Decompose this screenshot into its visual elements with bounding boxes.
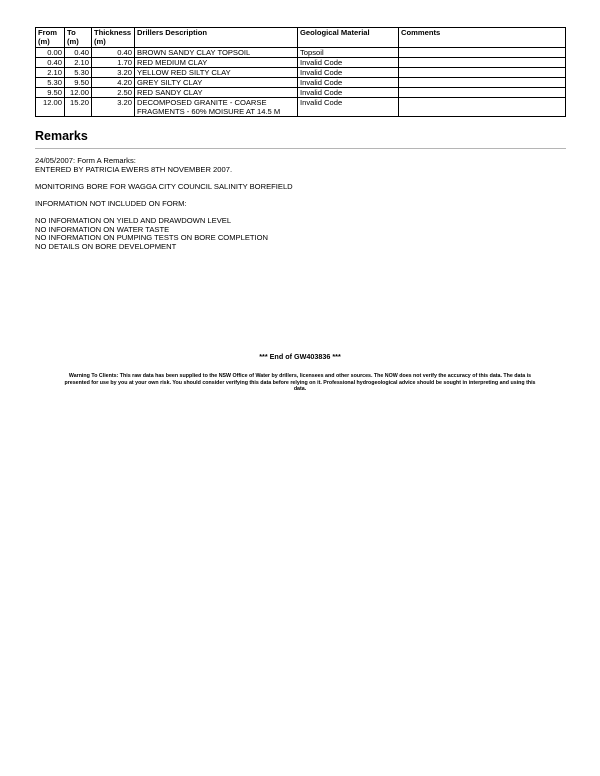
remarks-line: NO DETAILS ON BORE DEVELOPMENT [35, 241, 177, 251]
cell-thickness: 4.20 [92, 78, 135, 88]
cell-description: DECOMPOSED GRANITE - COARSE FRAGMENTS - 60% MOISURE AT 14.5 M [135, 98, 298, 117]
cell-from: 0.00 [36, 48, 65, 58]
cell-thickness: 1.70 [92, 58, 135, 68]
cell-comments [399, 88, 566, 98]
table-row [36, 58, 566, 68]
table-row [36, 68, 566, 78]
cell-from: 5.30 [36, 78, 65, 88]
cell-description: RED MEDIUM CLAY [135, 58, 298, 68]
table-row [36, 88, 566, 98]
cell-comments [399, 48, 566, 58]
remarks-line: 24/05/2007: Form A Remarks: [35, 156, 136, 165]
cell-comments [399, 98, 566, 117]
cell-description: BROWN SANDY CLAY TOPSOIL [135, 48, 298, 58]
header-thickness: Thickness (m) [92, 28, 135, 48]
cell-from: 2.10 [36, 68, 65, 78]
drillers-log-table [35, 27, 566, 117]
header-description: Drillers Description [135, 28, 298, 48]
cell-to: 15.20 [65, 98, 92, 117]
remarks-line: NO INFORMATION ON YIELD AND DRAWDOWN LEVEL [35, 216, 232, 226]
cell-description: GREY SILTY CLAY [135, 78, 298, 88]
cell-to: 9.50 [65, 78, 92, 88]
remarks-line: NO INFORMATION ON PUMPING TESTS ON BORE COMPLETION [35, 233, 269, 243]
cell-comments [399, 78, 566, 88]
cell-to: 2.10 [65, 58, 92, 68]
header-to: To (m) [65, 28, 92, 48]
cell-from: 0.40 [36, 58, 65, 68]
remarks-line: NO INFORMATION ON WATER TASTE [35, 224, 170, 234]
header-comments: Comments [399, 28, 566, 48]
cell-description: YELLOW RED SILTY CLAY [135, 68, 298, 78]
remarks-divider [35, 148, 566, 149]
remarks-line: MONITORING BORE FOR WAGGA CITY COUNCIL SALINITY BOREFIELD [35, 181, 293, 191]
cell-thickness: 3.20 [92, 68, 135, 78]
cell-comments [399, 68, 566, 78]
cell-thickness: 2.50 [92, 88, 135, 98]
cell-geological-material: Invalid Code [298, 68, 399, 78]
cell-description: RED SANDY CLAY [135, 88, 298, 98]
remarks-body [35, 157, 566, 252]
header-from: From (m) [36, 28, 65, 48]
cell-to: 0.40 [65, 48, 92, 58]
end-of-record-label: *** End of GW403836 *** [259, 352, 341, 361]
cell-geological-material: Invalid Code [298, 98, 399, 117]
warning-disclaimer: Warning To Clients: This raw data has been supplied to the NSW Office of Water by drillers, licensees and other sources. The NOW does not verify the accuracy of this data. The data is presented for use by you at your own risk. You should consider verifying this data before relying on it. Professional hydrogeological advice should be sought in interpreting and using this data. [64, 373, 536, 393]
table-row [36, 98, 566, 117]
cell-thickness: 0.40 [92, 48, 135, 58]
cell-to: 12.00 [65, 88, 92, 98]
cell-from: 12.00 [36, 98, 65, 117]
cell-to: 5.30 [65, 68, 92, 78]
cell-comments [399, 58, 566, 68]
table-row [36, 48, 566, 58]
header-geological-material: Geological Material [298, 28, 399, 48]
remarks-heading: Remarks [35, 129, 88, 143]
cell-from: 9.50 [36, 88, 65, 98]
cell-thickness: 3.20 [92, 98, 135, 117]
remarks-line: INFORMATION NOT INCLUDED ON FORM: [35, 198, 187, 208]
remarks-line: ENTERED BY PATRICIA EWERS 8TH NOVEMBER 2007. [35, 164, 233, 174]
cell-geological-material: Invalid Code [298, 78, 399, 88]
cell-geological-material: Invalid Code [298, 88, 399, 98]
cell-geological-material: Topsoil [298, 48, 399, 58]
table-row [36, 78, 566, 88]
table-header-row [36, 28, 566, 48]
cell-geological-material: Invalid Code [298, 58, 399, 68]
